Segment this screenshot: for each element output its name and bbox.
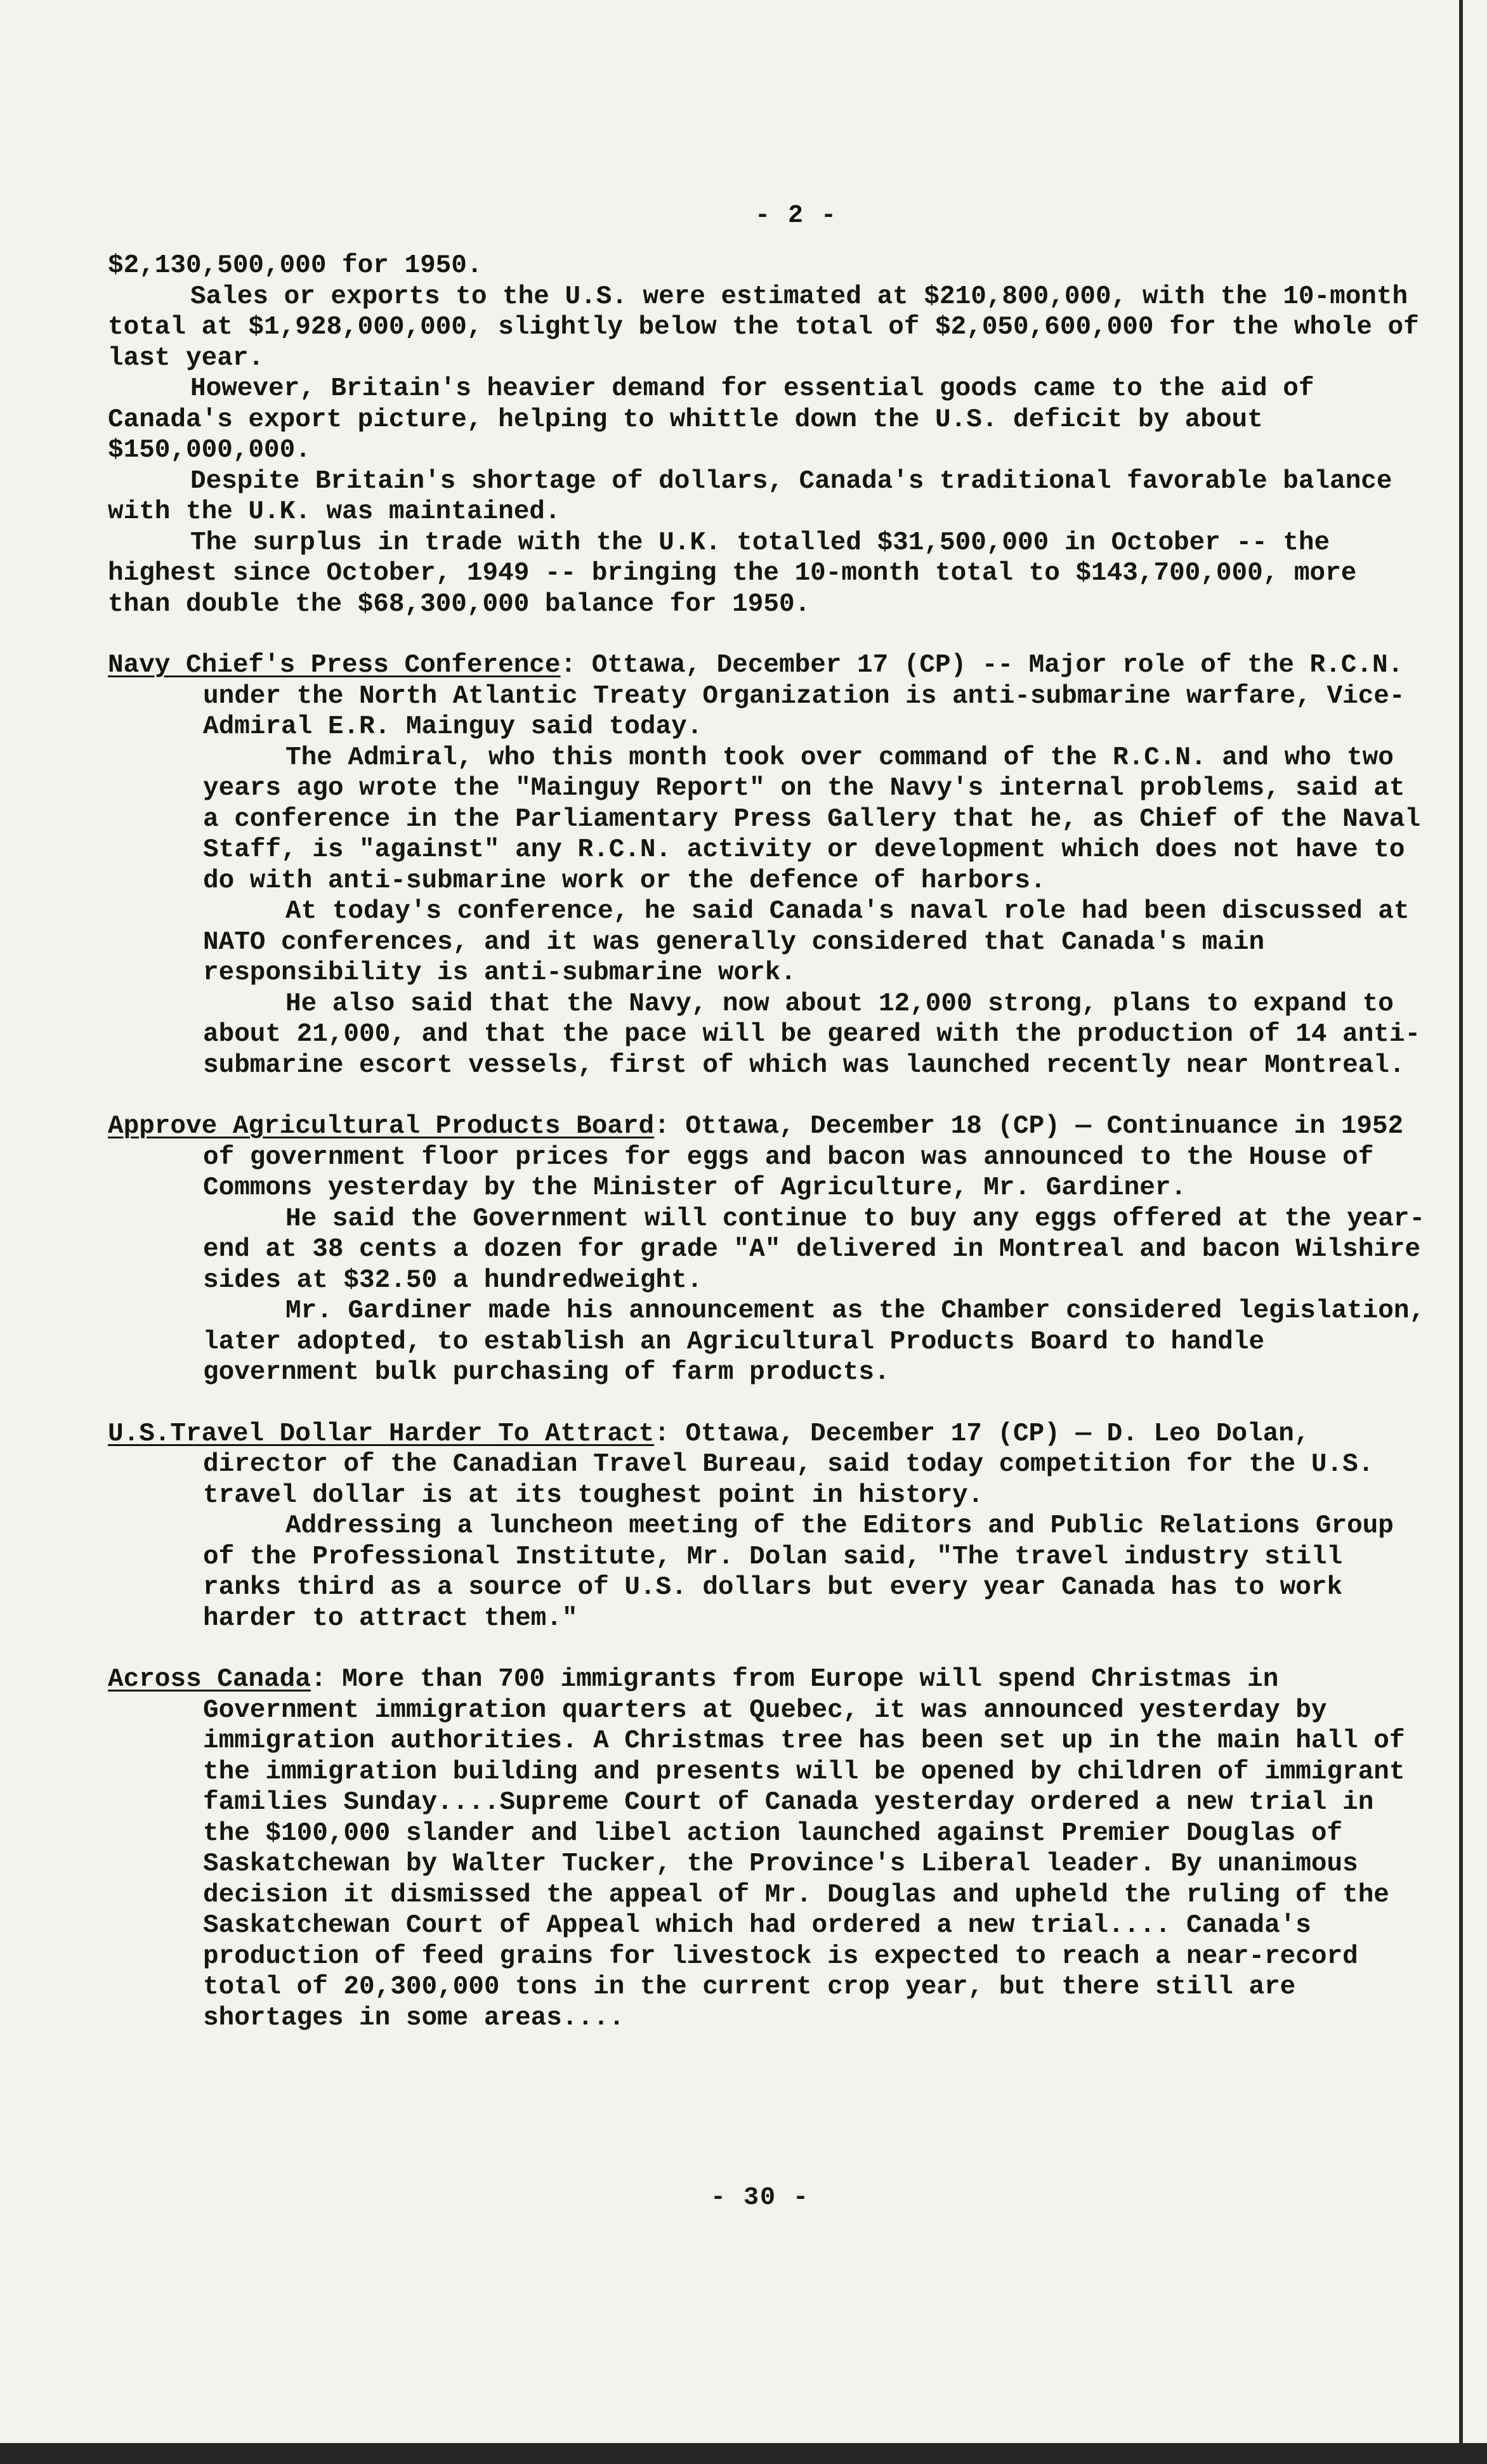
intro-paragraph: However, Britain's heavier demand for essential goods came to the aid of Canada's export picture, helping to whittle down the U.S. deficit by about $150,000,000. [108, 374, 1314, 465]
intro-paragraph: Sales or exports to the U.S. were estimated at $210,800,000, with the 10-month total at $1,928,000,000, slightly below the total of $2,050,600,000 for the whole of last year. [108, 282, 1419, 373]
section-across-canada [108, 1664, 1434, 2033]
section-paragraph: The Admiral, who this month took over command of the R.C.N. and who two years ago wrote the "Mainguy Report" on the Navy's internal problems, said at a conference in the Parliamentary Press Gallery that he, as Chief of the Naval Staff, is "against" any R.C.N. activity or development which does not have to do with anti-submarine work or the defence of harbors. [203, 743, 1421, 896]
page-edge-shadow [1459, 0, 1463, 2464]
article-body [108, 251, 1434, 2033]
section-heading: Navy Chief's Press Conference [108, 651, 561, 680]
section-navy-chief [108, 650, 1434, 1081]
section-heading: Approve Agricultural Products Board [108, 1112, 655, 1141]
section-agricultural-board [108, 1111, 1434, 1388]
section-paragraph: Mr. Gardiner made his announcement as the Chamber considered legislation, later adopted, to establish an Agricultural Products Board to handle government bulk purchasing of farm products. [203, 1296, 1425, 1387]
intro-paragraph: The surplus in trade with the U.K. totalled $31,500,000 in October -- the highest since October, 1949 -- bringing the 10-month total to $143,700,000, more than double the $68,300,000 balance for 1950. [108, 528, 1357, 619]
bottom-page-number: - 30 - [711, 2184, 810, 2212]
section-lead: : More than 700 immigrants from Europe will spend Christmas in Government immigration quarters at Quebec, it was announced yesterday by immigration authorities. A Christmas tree has been set up in the main hall of the immigration building and presents will be opened by children of immigrant families Sunday....Supreme Court of Canada yesterday ordered a new trial in the $100,000 slander and libel action launched against Premier Douglas of Saskatchewan by Walter Tucker, the Province's Liberal leader. By unanimous decision it dismissed the appeal of Mr. Douglas and upheld the ruling of the Saskatchewan Court of Appeal which had ordered a new trial.... Canada's production of feed grains for livestock is expected to reach a near-record total of 20,300,000 tons in the current crop year, but there still are shortages in some areas.... [203, 1665, 1405, 2033]
scan-bottom-edge [0, 2443, 1487, 2464]
section-heading: Across Canada [108, 1665, 311, 1694]
section-heading: U.S.Travel Dollar Harder To Attract [108, 1419, 655, 1449]
top-page-number: - 2 - [755, 202, 838, 230]
section-lead: : Ottawa, December 17 (CP) — D. Leo Dolan, director of the Canadian Travel Bureau, said today competition for the U.S. travel dollar is at its toughest point in history. [203, 1419, 1374, 1510]
section-paragraph: At today's conference, he said Canada's naval role had been discussed at NATO conferences, and it was generally considered that Canada's main responsibility is anti-submarine work. [203, 897, 1410, 988]
intro-paragraph: Despite Britain's shortage of dollars, Canada's traditional favorable balance with the U.K. was maintained. [108, 466, 1392, 526]
section-lead: : Ottawa, December 18 (CP) — Continuance in 1952 of government floor prices for eggs and bacon was announced to the House of Commons yesterday by the Minister of Agriculture, Mr. Gardiner. [203, 1112, 1404, 1203]
intro-block [108, 251, 1434, 620]
intro-paragraph: $2,130,500,000 for 1950. [108, 251, 483, 280]
section-lead: : Ottawa, December 17 (CP) -- Major role of the R.C.N. under the North Atlantic Treaty Organization is anti-submarine warfare, Vice-Admiral E.R. Mainguy said today. [203, 651, 1405, 741]
section-paragraph: Addressing a luncheon meeting of the Editors and Public Relations Group of the Professional Institute, Mr. Dolan said, "The travel industry still ranks third as a source of U.S. dollars but every year Canada has to work harder to attract them." [203, 1511, 1394, 1633]
section-travel-dollar [108, 1419, 1434, 1634]
section-paragraph: He said the Government will continue to buy any eggs offered at the year-end at 38 cents a dozen for grade "A" delivered in Montreal and bacon Wilshire sides at $32.50 a hundredweight. [203, 1204, 1425, 1295]
section-paragraph: He also said that the Navy, now about 12,000 strong, plans to expand to about 21,000, and that the pace will be geared with the production of 14 anti-submarine escort vessels, first of which was launched recently near Montreal. [203, 989, 1421, 1080]
